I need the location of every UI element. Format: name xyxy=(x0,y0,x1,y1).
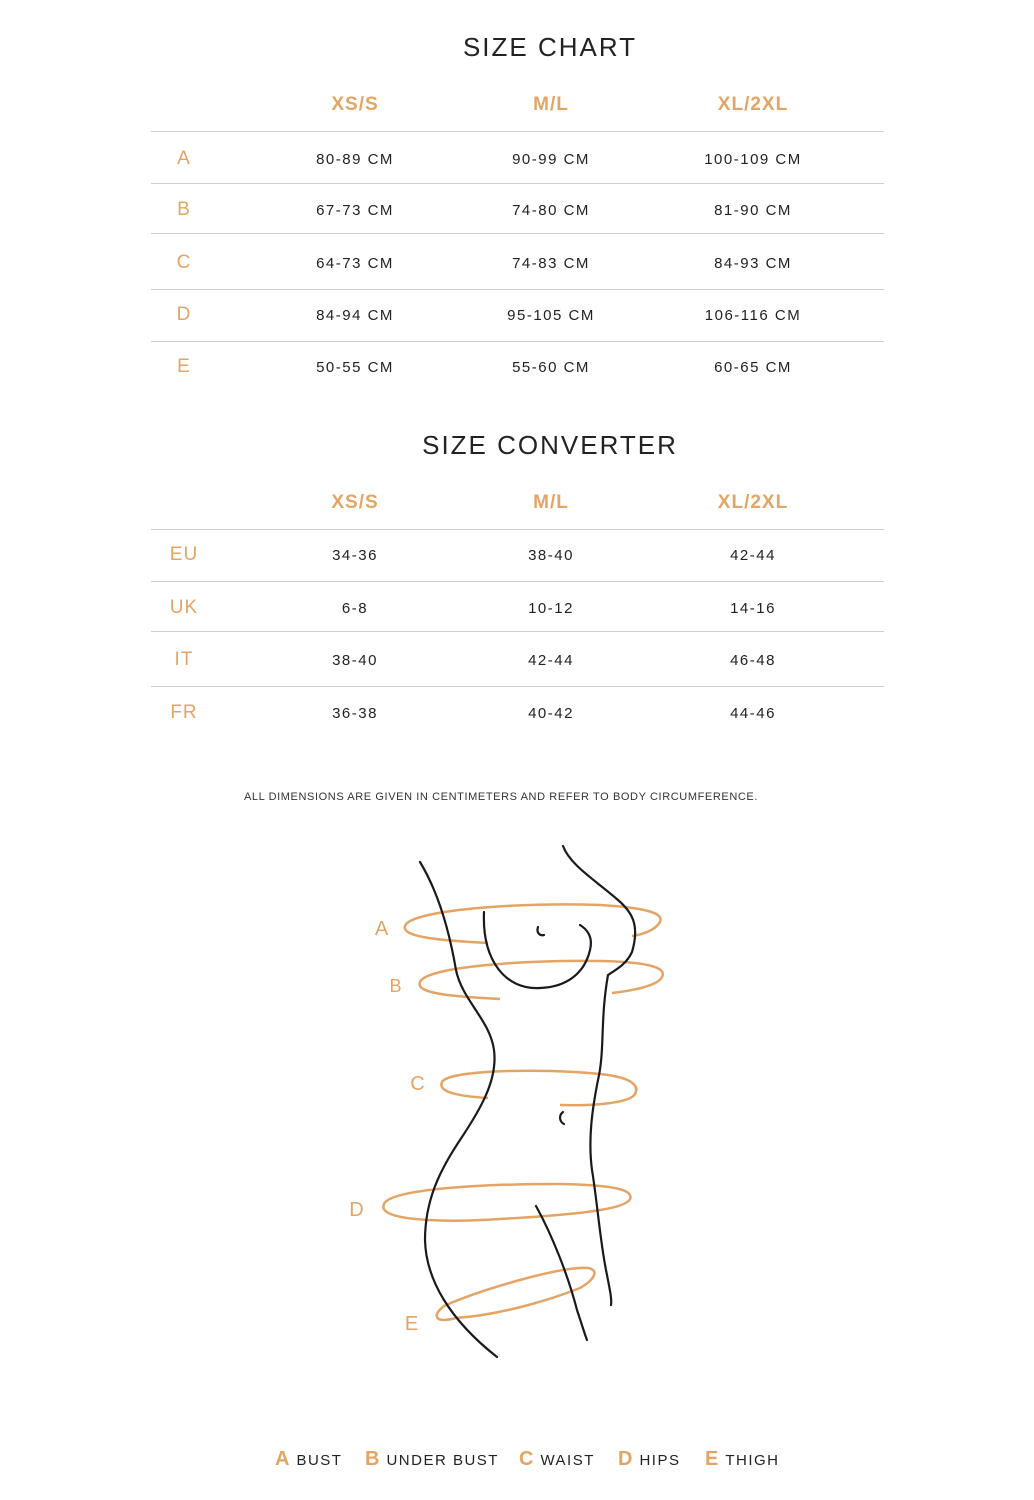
under-bust-ring xyxy=(420,961,663,999)
size-converter-row-label: UK xyxy=(169,597,199,618)
figure-marker-a: A xyxy=(374,918,390,940)
nipple-mark xyxy=(537,927,544,935)
figure-marker-b: B xyxy=(389,976,403,996)
size-converter-title: SIZE CONVERTER xyxy=(422,430,678,460)
size-chart-row-label: C xyxy=(176,252,192,273)
size-chart-col-xs-s: XS/S xyxy=(331,94,379,115)
size-chart-cell: 95-105 CM xyxy=(507,307,595,324)
legend-item-thigh xyxy=(705,1448,780,1471)
figure-marker-c: C xyxy=(410,1073,426,1095)
size-converter-header-divider xyxy=(151,529,884,530)
size-chart-cell: 55-60 CM xyxy=(512,359,590,376)
legend-letter: E xyxy=(705,1448,720,1470)
legend-label: UNDER BUST xyxy=(386,1452,499,1469)
size-chart-cell: 106-116 CM xyxy=(704,307,802,324)
size-chart-cell: 90-99 CM xyxy=(512,151,590,168)
figure-marker-d: D xyxy=(349,1199,365,1221)
figure-marker-e: E xyxy=(404,1313,420,1335)
size-chart-cell: 74-83 CM xyxy=(512,255,590,272)
size-chart-cell: 80-89 CM xyxy=(316,151,394,168)
size-converter-cell: 38-40 xyxy=(528,547,574,564)
row-divider xyxy=(151,183,884,184)
size-converter-row-label: IT xyxy=(174,649,194,670)
size-converter-cell: 42-44 xyxy=(528,652,574,669)
waist-ring xyxy=(441,1071,636,1105)
legend-label: WAIST xyxy=(540,1452,595,1469)
size-chart-cell: 64-73 CM xyxy=(316,255,394,272)
row-divider xyxy=(151,686,884,687)
size-chart-cell: 84-94 CM xyxy=(316,307,394,324)
row-divider xyxy=(151,581,884,582)
size-converter-col-xs-s: XS/S xyxy=(331,492,379,513)
row-divider xyxy=(151,233,884,234)
size-converter-cell: 34-36 xyxy=(332,547,378,564)
size-converter-cell: 36-38 xyxy=(332,705,378,722)
size-converter-cell: 40-42 xyxy=(528,705,574,722)
size-converter-cell: 10-12 xyxy=(528,600,574,617)
size-converter-col-xl-2xl: XL/2XL xyxy=(717,492,789,513)
size-converter-cell: 14-16 xyxy=(730,600,776,617)
legend-label: HIPS xyxy=(639,1452,681,1469)
hips-ring xyxy=(383,1184,630,1221)
row-divider xyxy=(151,341,884,342)
size-converter-col-m-l: M/L xyxy=(533,492,569,513)
size-chart-cell: 50-55 CM xyxy=(316,359,394,376)
size-converter-cell: 38-40 xyxy=(332,652,378,669)
legend-letter: C xyxy=(519,1448,535,1470)
front-contour xyxy=(563,846,635,1305)
size-converter-row-label: FR xyxy=(170,702,198,723)
legend-letter: A xyxy=(275,1448,291,1470)
navel-mark xyxy=(560,1112,564,1124)
size-chart-row-label: A xyxy=(177,148,191,169)
legend-item-hips xyxy=(618,1448,680,1471)
legend-item-waist xyxy=(519,1448,595,1471)
row-divider xyxy=(151,631,884,632)
legend-item-under-bust xyxy=(365,1448,499,1471)
size-chart-cell: 100-109 CM xyxy=(704,151,802,168)
breast-contour xyxy=(484,912,591,988)
back-contour xyxy=(420,862,497,1357)
size-chart-header-divider xyxy=(151,131,884,132)
legend-label: BUST xyxy=(296,1452,343,1469)
size-converter-row-label: EU xyxy=(169,544,199,565)
row-divider xyxy=(151,289,884,290)
size-chart-row-label: B xyxy=(177,199,191,220)
size-chart-row-label: E xyxy=(177,356,191,377)
size-chart-title: SIZE CHART xyxy=(462,32,638,62)
size-chart-cell: 67-73 CM xyxy=(316,202,394,219)
size-chart-cell: 74-80 CM xyxy=(512,202,590,219)
measurement-legend xyxy=(0,1448,1034,1478)
size-converter-cell: 42-44 xyxy=(730,547,776,564)
size-chart-row-label: D xyxy=(176,304,192,325)
legend-item-bust xyxy=(275,1448,342,1471)
legend-label: THIGH xyxy=(725,1452,780,1469)
size-converter-cell: 44-46 xyxy=(730,705,776,722)
size-chart-cell: 60-65 CM xyxy=(714,359,792,376)
thigh-ring xyxy=(437,1268,595,1320)
legend-letter: D xyxy=(618,1448,634,1470)
legend-letter: B xyxy=(365,1448,381,1470)
bust-ring xyxy=(405,904,661,943)
size-chart-col-m-l: M/L xyxy=(533,94,569,115)
size-converter-cell: 46-48 xyxy=(730,652,776,669)
size-converter-cell: 6-8 xyxy=(341,600,369,617)
dimensions-note: ALL DIMENSIONS ARE GIVEN IN CENTIMETERS AND REFER TO BODY CIRCUMFERENCE. xyxy=(243,791,759,803)
size-chart-col-xl-2xl: XL/2XL xyxy=(717,94,789,115)
size-chart-cell: 84-93 CM xyxy=(714,255,792,272)
size-chart-cell: 81-90 CM xyxy=(714,202,792,219)
